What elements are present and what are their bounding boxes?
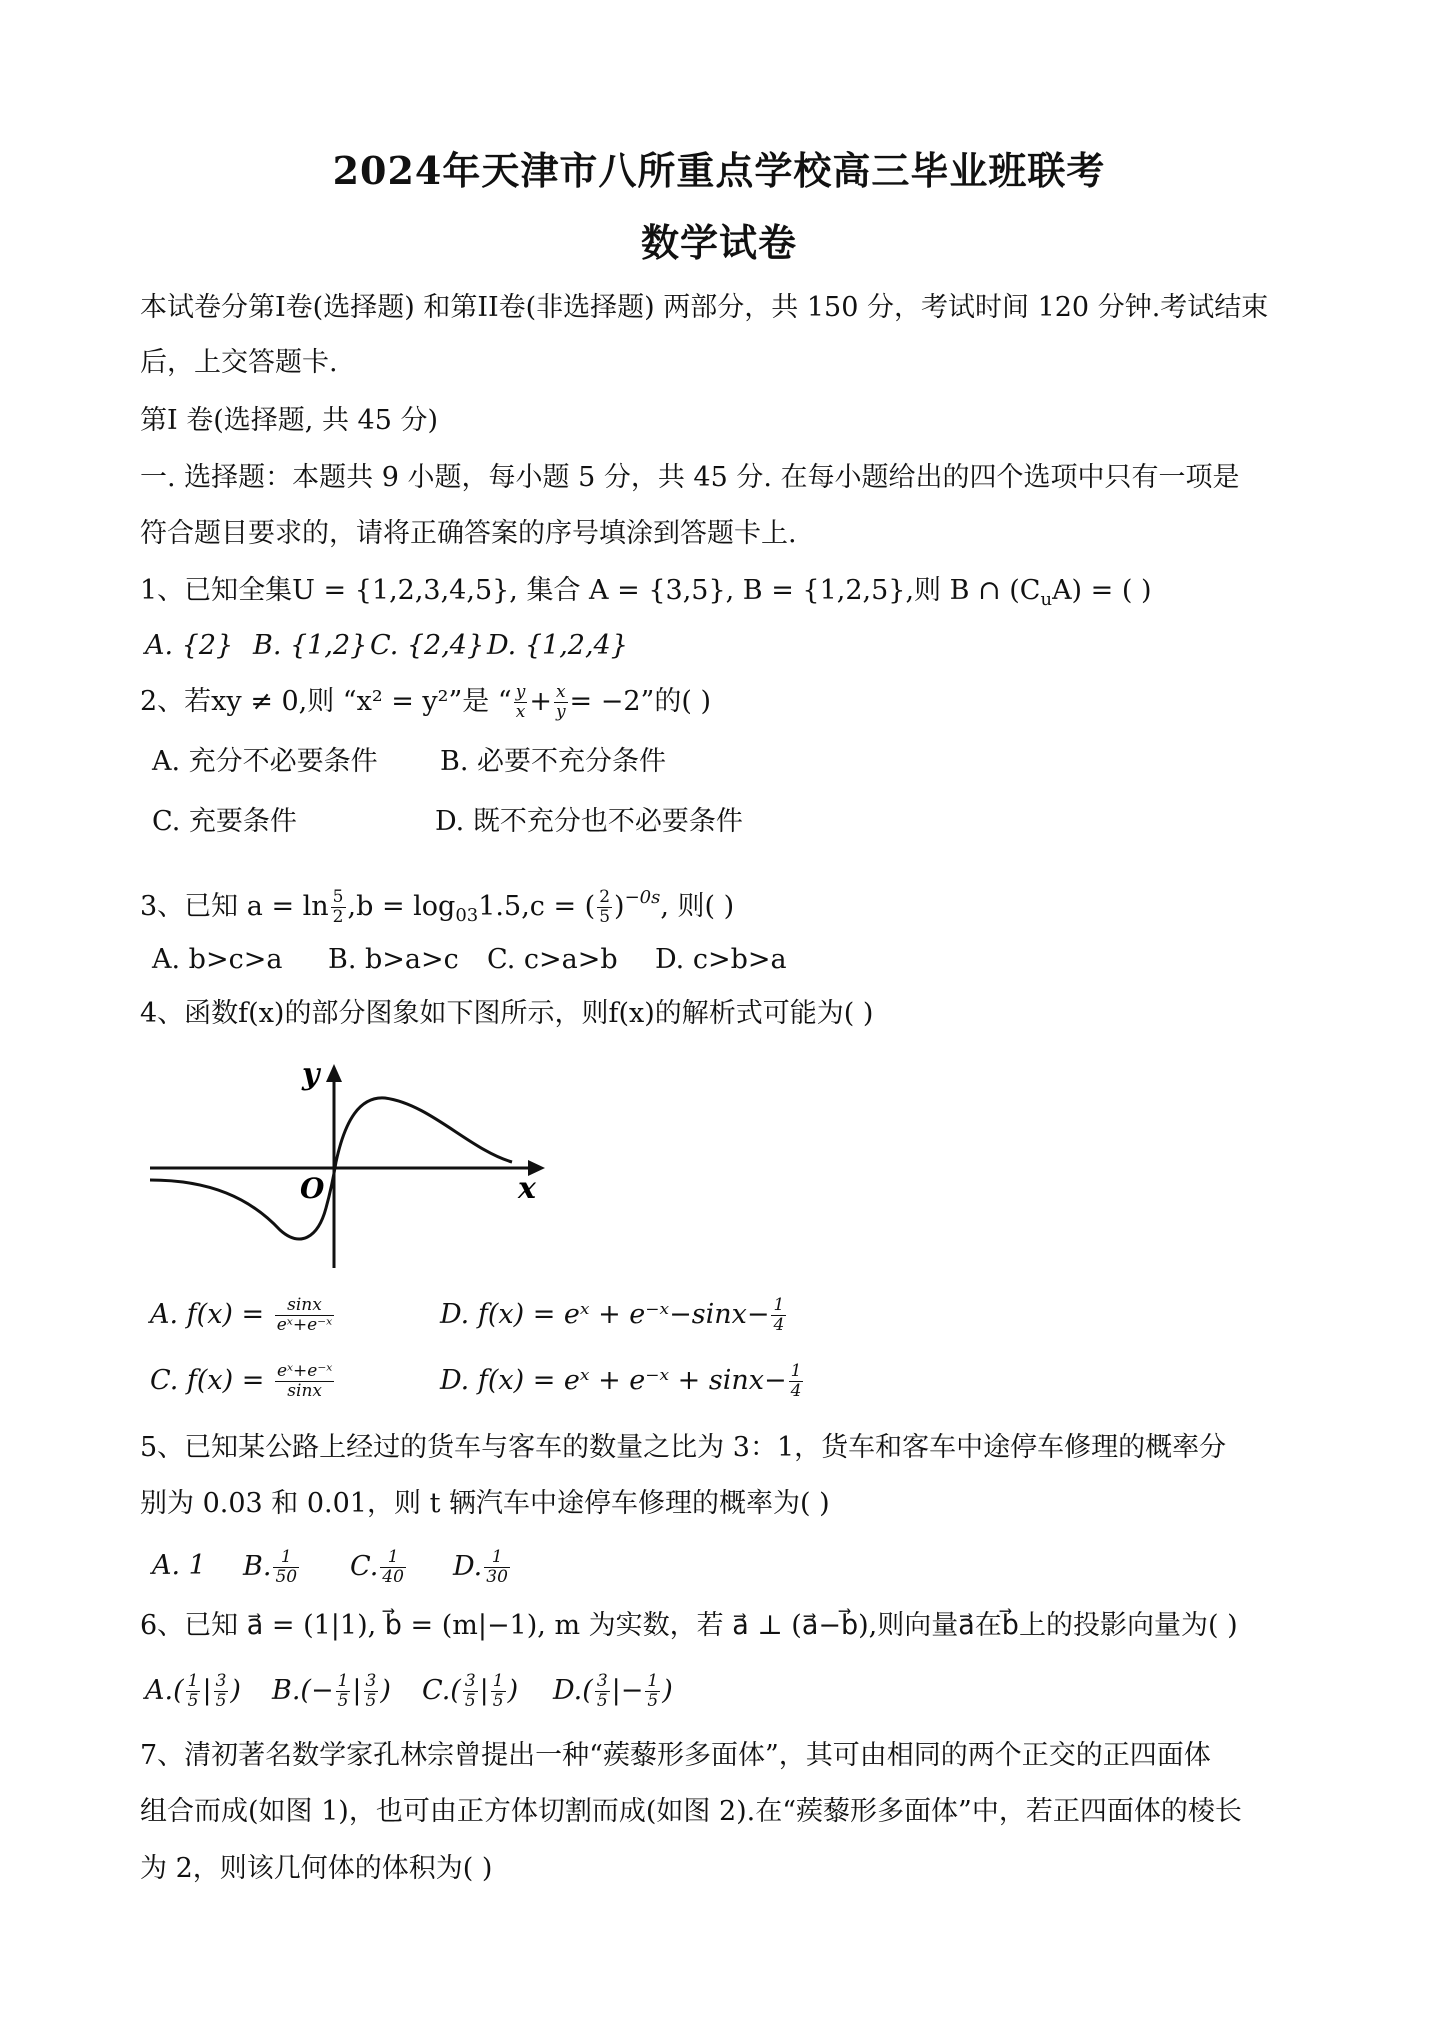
q2-option-d: D. 既不充分也不必要条件 (435, 806, 743, 837)
q6-option-d-den-1: 5 (596, 1691, 608, 1711)
q5-line-2: 别为 0.03 和 0.01，则 t 辆汽车中途停车修理的概率为( ) (140, 1488, 830, 1519)
q4-option-c-den: sinx (287, 1381, 322, 1401)
intro-line-1: 本试卷分第I卷(选择题) 和第II卷(非选择题) 两部分，共 150 分，考试时间 120 分钟.考试结束 (140, 292, 1269, 323)
q4-origin-label: O (300, 1172, 325, 1205)
q4-option-d1-num: 1 (773, 1295, 785, 1315)
q6-option-c-mid: | (479, 1675, 489, 1706)
q6-option-d-mid: |− (611, 1675, 644, 1706)
intro-line-2: 后，上交答题卡. (140, 347, 338, 378)
q6-option-b-num-1: 1 (337, 1671, 349, 1691)
q4-option-c-num: eˣ+e⁻ˣ (276, 1361, 333, 1381)
q3-log-base: 03 (455, 905, 479, 926)
q7-line-2: 组合而成(如图 1)，也可由正方体切割而成(如图 2).在“蒺藜形多面体”中，若正四面体的棱长 (140, 1796, 1242, 1827)
q5-option-b (243, 1548, 301, 1587)
q1-stem-sub: u (1040, 589, 1053, 610)
q5-option-d (453, 1548, 512, 1587)
q6-option-b-num-2: 3 (365, 1671, 377, 1691)
q3-option-a: A. b>c>a (152, 944, 283, 975)
q2-stem-a: 2、若xy ≠ 0,则 “x² = y²”是 “ (140, 686, 512, 717)
q5-option-d-num: 1 (484, 1548, 510, 1568)
q1-stem-text: 1、已知全集U = {1,2,3,4,5}, 集合 A = {3,5}, B = {1,2,5},则 B ∩ (C (140, 575, 1041, 606)
q6-option-a-den-1: 5 (187, 1691, 199, 1711)
q1-stem (140, 573, 1152, 618)
q2-option-c: C. 充要条件 (152, 806, 297, 837)
q3-option-b: B. b>a>c (328, 944, 459, 975)
q5-line-1: 5、已知某公路上经过的货车与客车的数量之比为 3：1，货车和客车中途停车修理的概率分 (140, 1432, 1227, 1463)
q6-option-b-den-1: 5 (337, 1691, 349, 1711)
q6-option-d-num-1: 3 (596, 1671, 608, 1691)
q3-option-c: C. c>a>b (487, 944, 618, 975)
q6-option-a-num-2: 3 (215, 1671, 227, 1691)
q4-option-c-lead: C. f(x) = (150, 1365, 273, 1396)
section-line-1: 一. 选择题：本题共 9 小题，每小题 5 分，共 45 分. 在每小题给出的四个选项中只有一项是 (140, 462, 1240, 493)
q2-frac-2 (554, 683, 568, 722)
q6-option-c-den-1: 5 (464, 1691, 476, 1711)
q6-option-a-lead: A.( (145, 1675, 184, 1706)
q1-option-d: D. {1,2,4} (487, 630, 628, 661)
q5-option-c (350, 1548, 408, 1587)
q6-option-b-frac-1 (336, 1672, 351, 1711)
q4-x-label: x (518, 1171, 536, 1206)
q6-option-c-end: ) (507, 1675, 519, 1706)
q5-option-b-den: 50 (275, 1567, 298, 1587)
q4-option-d2-frac (789, 1362, 804, 1401)
q6-option-d-frac-2 (645, 1672, 660, 1711)
q4-stem: 4、函数f(x)的部分图象如下图所示，则f(x)的解析式可能为( ) (140, 998, 874, 1029)
q4-option-d2-num: 1 (790, 1361, 802, 1381)
q4-y-label: y (302, 1057, 320, 1092)
q3-option-d: D. c>b>a (655, 944, 787, 975)
q5-option-c-lead: C. (350, 1551, 379, 1582)
q4-option-d2-text: D. f(x) = eˣ + e⁻ˣ + sinx− (440, 1365, 787, 1396)
q2-frac-1-den: x (515, 702, 526, 722)
q3-stem (140, 880, 734, 934)
q3-stem-a: 3、已知 a = ln (140, 891, 329, 922)
q4-option-d2 (440, 1362, 805, 1401)
q2-frac-2-den: y (555, 702, 566, 722)
q6-option-c-num-2: 1 (492, 1671, 504, 1691)
q6-option-a-mid: | (202, 1675, 212, 1706)
q6-option-d (553, 1672, 673, 1711)
q2-frac-1-num: y (515, 682, 526, 702)
q7-line-3: 为 2，则该几何体的体积为( ) (140, 1853, 493, 1884)
q4-function-graph (140, 1050, 560, 1280)
q6-option-a-frac-2 (214, 1672, 229, 1711)
q5-option-c-frac (380, 1548, 406, 1587)
q3-stem-b: ,b = log (347, 891, 456, 922)
q7-line-1: 7、清初著名数学家孔林宗曾提出一种“蒺藜形多面体”，其可由相同的两个正交的正四面体 (140, 1740, 1211, 1771)
q5-option-b-num: 1 (273, 1548, 299, 1568)
q4-option-a-num: sinx (275, 1296, 334, 1316)
q2-frac-1 (514, 683, 528, 722)
q4-y-axis-arrow (326, 1064, 342, 1082)
q6-option-d-num-2: 1 (647, 1671, 659, 1691)
q6-option-c-frac-1 (463, 1672, 478, 1711)
q6-option-d-lead: D.( (553, 1675, 593, 1706)
q3-stem-e: , 则( ) (660, 891, 735, 922)
q5-option-c-den: 40 (382, 1567, 404, 1587)
q5-option-d-den: 30 (486, 1567, 508, 1587)
q2-stem-b: = −2”的( ) (569, 686, 712, 717)
q6-option-a-end: ) (230, 1675, 241, 1706)
section-line-2: 符合题目要求的，请将正确答案的序号填涂到答题卡上. (140, 518, 797, 549)
q4-option-a-frac (275, 1296, 334, 1335)
exam-subtitle: 数学试卷 (640, 220, 797, 265)
q5-option-a: A. 1 (152, 1550, 206, 1581)
q2-plus: + (529, 686, 552, 717)
q6-option-b (272, 1672, 391, 1711)
part1-heading: 第I 卷(选择题, 共 45 分) (140, 405, 439, 436)
q4-option-d1 (440, 1296, 788, 1335)
q6-option-d-frac-1 (595, 1672, 610, 1711)
q2-option-b: B. 必要不充分条件 (440, 746, 667, 777)
q4-option-d1-text: D. f(x) = eˣ + e⁻ˣ−sinx− (440, 1299, 770, 1330)
q3-frac-1-den: 2 (332, 907, 344, 927)
q4-option-d1-frac (771, 1296, 786, 1335)
exam-title: 2024年天津市八所重点学校高三毕业班联考 (332, 148, 1106, 193)
q3-frac-2-den: 5 (599, 907, 611, 927)
q5-option-d-frac (484, 1548, 510, 1587)
q6-option-b-den-2: 5 (365, 1691, 377, 1711)
q2-option-a: A. 充分不必要条件 (152, 746, 378, 777)
q4-option-a-den: eˣ+e⁻ˣ (276, 1315, 333, 1335)
q3-frac-1 (331, 888, 346, 927)
q6-option-d-end: ) (662, 1675, 673, 1706)
q4-option-c-frac (275, 1362, 334, 1401)
q4-option-a (150, 1296, 336, 1335)
q5-option-b-frac (273, 1548, 299, 1587)
q6-option-d-den-2: 5 (647, 1691, 659, 1711)
q3-exponent: −0s (624, 887, 661, 908)
q1-option-a: A. {2} (145, 630, 234, 661)
q2-frac-2-num: x (554, 683, 568, 703)
q6-option-b-lead: B.(− (272, 1675, 334, 1706)
q3-frac-2 (597, 888, 612, 927)
q6-option-b-mid: | (352, 1675, 362, 1706)
q3-frac-1-num: 5 (332, 887, 344, 907)
q1-option-c: C. {2,4} (370, 630, 485, 661)
q6-option-c-den-2: 5 (492, 1691, 504, 1711)
q3-frac-2-num: 2 (599, 887, 611, 907)
q5-option-c-num: 1 (380, 1548, 406, 1568)
q6-option-b-frac-2 (364, 1672, 379, 1711)
q4-option-d2-den: 4 (790, 1381, 802, 1401)
q1-stem-end: A) = ( ) (1052, 575, 1152, 606)
q5-option-b-lead: B. (243, 1551, 272, 1582)
q3-stem-c: 1.5,c = ( (478, 891, 596, 922)
q5-option-d-lead: D. (453, 1551, 483, 1582)
q6-option-b-end: ) (380, 1675, 391, 1706)
q6-option-a-den-2: 5 (215, 1691, 227, 1711)
q6-option-c-num-1: 3 (464, 1671, 476, 1691)
q2-stem (140, 683, 711, 722)
q6-option-a-num-1: 1 (187, 1671, 199, 1691)
q6-option-c-lead: C.( (422, 1675, 461, 1706)
q6-option-c (422, 1672, 518, 1711)
q6-stem: 6、已知 a⃗ = (1|1), b⃗ = (m|−1), m 为实数，若 a⃗ ⊥ (a⃗−b⃗),则向量a⃗在b⃗上的投影向量为( ) (140, 1610, 1238, 1641)
q3-stem-d: ) (614, 891, 625, 922)
q6-option-a-frac-1 (186, 1672, 201, 1711)
q1-option-b: B. {1,2} (253, 630, 368, 661)
q6-option-a (145, 1672, 241, 1711)
q6-option-c-frac-2 (491, 1672, 506, 1711)
q4-option-a-lead: A. f(x) = (150, 1299, 273, 1330)
q4-option-c (150, 1362, 336, 1401)
q4-option-d1-den: 4 (773, 1315, 785, 1335)
